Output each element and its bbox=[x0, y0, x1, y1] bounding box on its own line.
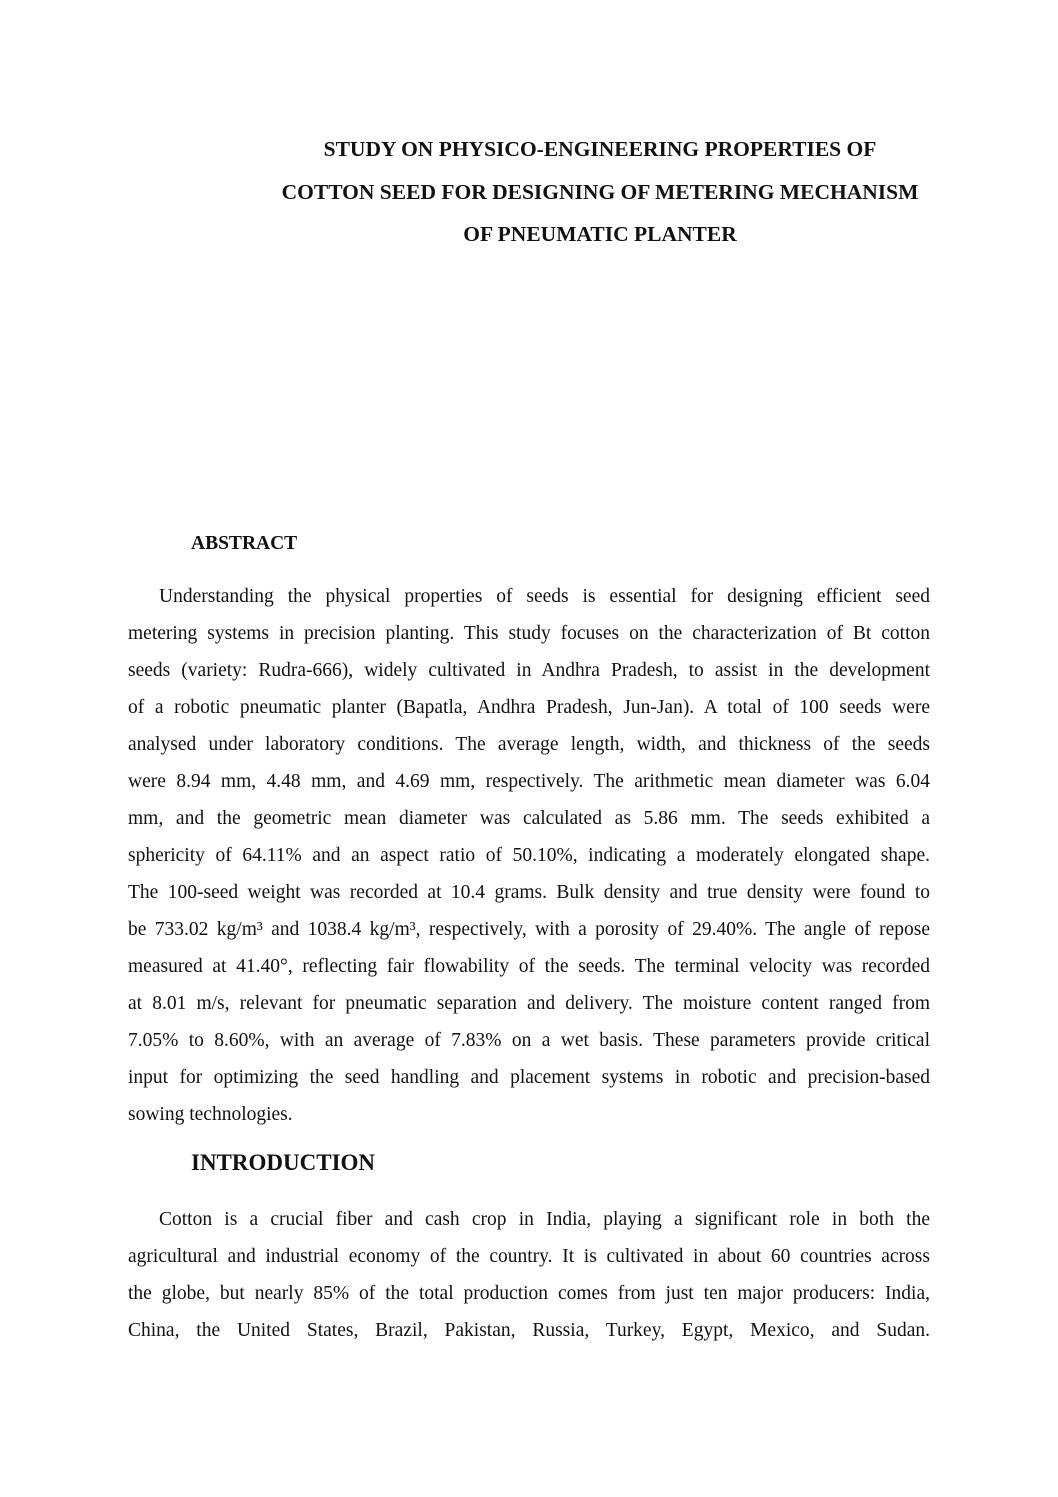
text-line: The 100-seed weight was recorded at 10.4 grams. Bulk density and true density were found to bbox=[128, 882, 930, 903]
text-line: analysed under laboratory conditions. The average length, width, and thickness of the seeds bbox=[128, 734, 930, 755]
introduction-paragraph bbox=[128, 1201, 930, 1349]
text-line: 7.05% to 8.60%, with an average of 7.83% on a wet basis. These parameters provide critical bbox=[128, 1030, 930, 1051]
paper-title bbox=[170, 128, 1030, 256]
text-line: Cotton is a crucial fiber and cash crop in India, playing a significant role in both the bbox=[159, 1209, 930, 1230]
title-line: STUDY ON PHYSICO-ENGINEERING PROPERTIES OF bbox=[323, 137, 877, 161]
text-line: were 8.94 mm, 4.48 mm, and 4.69 mm, respectively. The arithmetic mean diameter was 6.04 bbox=[128, 771, 930, 792]
text-line: seeds (variety: Rudra-666), widely cultivated in Andhra Pradesh, to assist in the development bbox=[128, 660, 930, 681]
title-line: COTTON SEED FOR DESIGNING OF METERING MECHANISM bbox=[281, 179, 919, 204]
text-line: of a robotic pneumatic planter (Bapatla, Andhra Pradesh, Jun-Jan). A total of 100 seeds were bbox=[128, 697, 930, 718]
text-line: be 733.02 kg/m³ and 1038.4 kg/m³, respectively, with a porosity of 29.40%. The angle of repose bbox=[128, 919, 930, 940]
abstract-paragraph bbox=[128, 578, 930, 1133]
text-line: measured at 41.40°, reflecting fair flowability of the seeds. The terminal velocity was recorded bbox=[128, 956, 930, 977]
text-line: mm, and the geometric mean diameter was calculated as 5.86 mm. The seeds exhibited a bbox=[128, 808, 930, 829]
abstract-heading: ABSTRACT bbox=[191, 533, 298, 554]
text-line: China, the United States, Brazil, Pakistan, Russia, Turkey, Egypt, Mexico, and Sudan. bbox=[128, 1320, 930, 1341]
text-line: metering systems in precision planting. This study focuses on the characterization of Bt cotton bbox=[128, 623, 930, 644]
text-line: sowing technologies. bbox=[128, 1104, 293, 1125]
text-line: at 8.01 m/s, relevant for pneumatic separation and delivery. The moisture content ranged from bbox=[128, 993, 930, 1014]
text-line: agricultural and industrial economy of the country. It is cultivated in about 60 countries across bbox=[128, 1246, 930, 1267]
text-line: sphericity of 64.11% and an aspect ratio of 50.10%, indicating a moderately elongated shape. bbox=[128, 845, 930, 866]
title-line: OF PNEUMATIC PLANTER bbox=[463, 222, 737, 246]
text-line: input for optimizing the seed handling and placement systems in robotic and precision-based bbox=[128, 1067, 930, 1088]
text-line: Understanding the physical properties of seeds is essential for designing efficient seed bbox=[159, 586, 930, 607]
introduction-heading: INTRODUCTION bbox=[191, 1150, 376, 1175]
text-line: the globe, but nearly 85% of the total production comes from just ten major producers: India, bbox=[128, 1283, 930, 1304]
